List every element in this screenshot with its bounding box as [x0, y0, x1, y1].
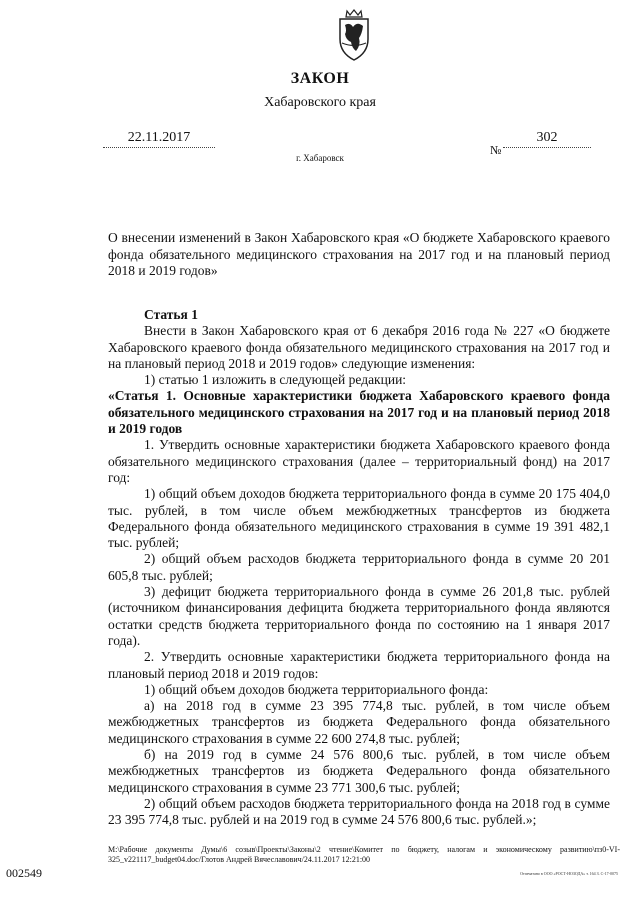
paragraph: 1) статью 1 изложить в следующей редакции: — [144, 372, 407, 388]
paragraph: б) на 2019 год в сумме 24 576 800,6 тыс. рублей, в том числе объем межбюджетных трансфертов из бюджета Федерального фонда обязательного медицинского страхования в сумме 23 771 300,6 тыс. рублей; — [108, 747, 610, 795]
document-subject: О внесении изменений в Закон Хабаровского края «О бюджете Хабаровского краевого фонда обязательного медицинского страхования на 2017 год и на плановый период 2018 и 2019 годов» — [108, 230, 610, 278]
document-date: 22.11.2017 — [103, 130, 215, 148]
article-heading: Статья 1 — [144, 307, 198, 322]
printer-mark: Отпечатано в ООО «РОСТ-НОЗОДА» т. 164 З. С-17-0075 — [520, 871, 618, 876]
file-path-footer: М:\Рабочие документы Думы\6 созыв\Проекты\Законы\2 чтение\Комитет по бюджету, налогам и экономическому развитию\пз0-VI-325_v221117_budget04.doc/Глотов Андрей Вячеславович/24.11.2017 12:21:00 — [108, 845, 620, 864]
paragraph: 1) общий объем доходов бюджета территориального фонда в сумме 20 175 404,0 тыс. рублей, в том числе объем межбюджетных трансфертов из бюджета Федерального фонда обязательного медицинского страхования в сумме 19 391 482,1 тыс. рублей; — [108, 486, 610, 551]
document-region: Хабаровского края — [264, 95, 376, 110]
paragraph: а) на 2018 год в сумме 23 395 774,8 тыс. рублей, в том числе объем межбюджетных трансфертов из бюджета Федерального фонда обязательного медицинского страхования в сумме 22 600 274,8 тыс. рублей; — [108, 698, 610, 746]
paragraph: 3) дефицит бюджета территориального фонда в сумме 26 201,8 тыс. рублей (источником финансирования дефицита бюджета территориального фонда являются остатки средств бюджета территориального фонда по состоянию на 1 января 2017 года). — [108, 584, 610, 648]
registration-number: 002549 — [6, 866, 42, 880]
paragraph: 2) общий объем расходов бюджета территориального фонда на 2018 год в сумме 23 395 774,8 тыс. рублей и на 2019 год в сумме 24 576 800,6 тыс. рублей.»; — [108, 795, 610, 828]
document-body — [108, 307, 610, 829]
coat-of-arms-emblem — [333, 7, 375, 63]
paragraph: Внести в Закон Хабаровского края от 6 декабря 2016 года № 227 «О бюджете Хабаровского краевого фонда обязательного медицинского страхования на 2017 год и на плановый период 2018 и 2019 годов» следующие изменения: — [108, 323, 610, 371]
paragraph: 1) общий объем доходов бюджета территориального фонда: — [144, 681, 489, 697]
document-title: ЗАКОН — [290, 70, 350, 87]
article-1-title: «Статья 1. Основные характеристики бюджета Хабаровского краевого фонда обязательного медицинского страхования на 2017 год и на плановый период 2018 и 2019 годов — [108, 388, 610, 437]
number-sign: № — [490, 143, 502, 157]
paragraph: 2) общий объем расходов бюджета территориального фонда в сумме 20 201 605,8 тыс. рублей; — [108, 551, 610, 583]
document-number: 302 — [503, 130, 591, 148]
paragraph: 2. Утвердить основные характеристики бюджета территориального фонда на плановый период 2018 и 2019 годов: — [108, 649, 610, 681]
document-city: г. Хабаровск — [296, 153, 344, 163]
paragraph: 1. Утвердить основные характеристики бюджета Хабаровского краевого фонда обязательного медицинского страхования (далее – территориальный фонд) на 2017 год: — [108, 437, 610, 485]
